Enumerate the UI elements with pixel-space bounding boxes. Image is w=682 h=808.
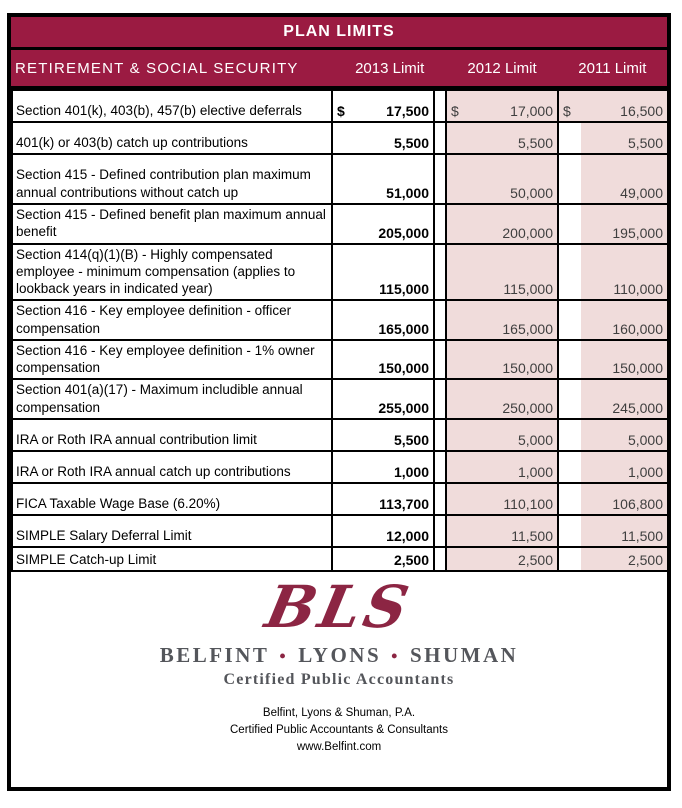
table-row <box>12 340 668 380</box>
firm-branding <box>11 572 667 756</box>
value-2013: 165,000 <box>332 300 434 340</box>
spacer-cell <box>434 547 446 571</box>
row-description: SIMPLE Catch-up Limit <box>12 547 332 571</box>
currency-symbol: $ <box>337 103 345 119</box>
value-2013: 12,000 <box>332 515 434 547</box>
row-description: Section 401(a)(17) - Maximum includible annual compensation <box>12 379 332 419</box>
value-2011: 2,500 <box>558 547 668 571</box>
value-2011: 1,000 <box>558 451 668 483</box>
value-2013 <box>332 90 434 122</box>
value-2011: 245,000 <box>558 379 668 419</box>
value-2012: 1,000 <box>446 451 558 483</box>
separator-dot-icon: • <box>391 645 400 666</box>
firm-address-block <box>11 705 667 757</box>
table-row <box>12 90 668 122</box>
firm-name-part: LYONS <box>298 642 382 667</box>
title-bar <box>11 17 667 50</box>
table-row <box>12 515 668 547</box>
table-row <box>12 419 668 451</box>
row-description: IRA or Roth IRA annual contribution limit <box>12 419 332 451</box>
value-2013: 51,000 <box>332 154 434 204</box>
currency-symbol: $ <box>451 103 459 119</box>
value-2012: 2,500 <box>446 547 558 571</box>
limit-value: 16,500 <box>620 103 663 119</box>
value-2013: 150,000 <box>332 340 434 380</box>
limits-table-body <box>12 90 668 571</box>
row-description: Section 414(q)(1)(B) - Highly compensated employee - minimum compensation (applies to lookback years in indicated year) <box>12 244 332 301</box>
category-header: RETIREMENT & SOCIAL SECURITY <box>15 59 299 77</box>
value-2012: 150,000 <box>446 340 558 380</box>
page-title: PLAN LIMITS <box>283 23 395 40</box>
table-row <box>12 154 668 204</box>
spacer-cell <box>434 451 446 483</box>
value-2013: 1,000 <box>332 451 434 483</box>
spacer-cell <box>434 90 446 122</box>
value-2011: 195,000 <box>558 204 668 244</box>
table-row <box>12 547 668 571</box>
spacer-cell <box>434 483 446 515</box>
value-2011: 160,000 <box>558 300 668 340</box>
currency-symbol: $ <box>563 103 571 119</box>
limits-table <box>11 89 669 572</box>
value-2011: 5,500 <box>558 122 668 154</box>
value-2012: 110,100 <box>446 483 558 515</box>
spacer-cell <box>434 244 446 301</box>
value-2012: 200,000 <box>446 204 558 244</box>
table-row <box>12 451 668 483</box>
value-2011: 49,000 <box>558 154 668 204</box>
row-description: 401(k) or 403(b) catch up contributions <box>12 122 332 154</box>
firm-name-part: BELFINT <box>159 642 270 667</box>
row-description: FICA Taxable Wage Base (6.20%) <box>12 483 332 515</box>
firm-name-part: SHUMAN <box>409 642 519 667</box>
value-2013: 205,000 <box>332 204 434 244</box>
value-2011: 5,000 <box>558 419 668 451</box>
value-2013: 113,700 <box>332 483 434 515</box>
spacer-cell <box>434 379 446 419</box>
spacer-cell <box>434 340 446 380</box>
limit-value: 17,500 <box>386 103 429 119</box>
value-2013: 2,500 <box>332 547 434 571</box>
row-description: IRA or Roth IRA annual catch up contributions <box>12 451 332 483</box>
column-header-band <box>11 50 667 89</box>
value-2011 <box>558 90 668 122</box>
value-2013: 5,500 <box>332 419 434 451</box>
firm-address-line2: Certified Public Accountants & Consultants <box>230 723 448 736</box>
spacer-cell <box>434 154 446 204</box>
column-header-2012: 2012 Limit <box>467 59 537 77</box>
value-2012: 250,000 <box>446 379 558 419</box>
spacer-cell <box>434 122 446 154</box>
row-description: SIMPLE Salary Deferral Limit <box>12 515 332 547</box>
limit-value: 17,000 <box>510 103 553 119</box>
bls-logo: BLS <box>259 572 419 641</box>
value-2011: 150,000 <box>558 340 668 380</box>
value-2012: 165,000 <box>446 300 558 340</box>
table-row <box>12 204 668 244</box>
value-2011: 110,000 <box>558 244 668 301</box>
plan-limits-sheet <box>7 13 671 791</box>
value-2012: 5,000 <box>446 419 558 451</box>
row-description: Section 415 - Defined benefit plan maximum annual benefit <box>12 204 332 244</box>
firm-tagline: Certified Public Accountants <box>223 670 455 688</box>
value-2013: 115,000 <box>332 244 434 301</box>
table-row <box>12 300 668 340</box>
table-row <box>12 483 668 515</box>
spacer-cell <box>434 204 446 244</box>
value-2012: 5,500 <box>446 122 558 154</box>
spacer-cell <box>434 515 446 547</box>
column-header-2013: 2013 Limit <box>355 59 425 77</box>
value-2012: 115,000 <box>446 244 558 301</box>
row-description: Section 415 - Defined contribution plan maximum annual contributions without catch up <box>12 154 332 204</box>
row-description: Section 416 - Key employee definition - 1% owner compensation <box>12 340 332 380</box>
value-2012: 50,000 <box>446 154 558 204</box>
spacer-cell <box>434 419 446 451</box>
value-2012: 11,500 <box>446 515 558 547</box>
row-description: Section 416 - Key employee definition - officer compensation <box>12 300 332 340</box>
table-row <box>12 244 668 301</box>
value-2011: 11,500 <box>558 515 668 547</box>
firm-name <box>11 643 667 668</box>
value-2012 <box>446 90 558 122</box>
column-header-2011: 2011 Limit <box>578 59 647 77</box>
table-row <box>12 122 668 154</box>
value-2013: 255,000 <box>332 379 434 419</box>
separator-dot-icon: • <box>279 645 289 666</box>
firm-address-line1: Belfint, Lyons & Shuman, P.A. <box>262 706 416 719</box>
value-2013: 5,500 <box>332 122 434 154</box>
website-link[interactable]: www.Belfint.com <box>296 741 382 754</box>
table-row <box>12 379 668 419</box>
row-description: Section 401(k), 403(b), 457(b) elective deferrals <box>12 90 332 122</box>
value-2011: 106,800 <box>558 483 668 515</box>
spacer-cell <box>434 300 446 340</box>
